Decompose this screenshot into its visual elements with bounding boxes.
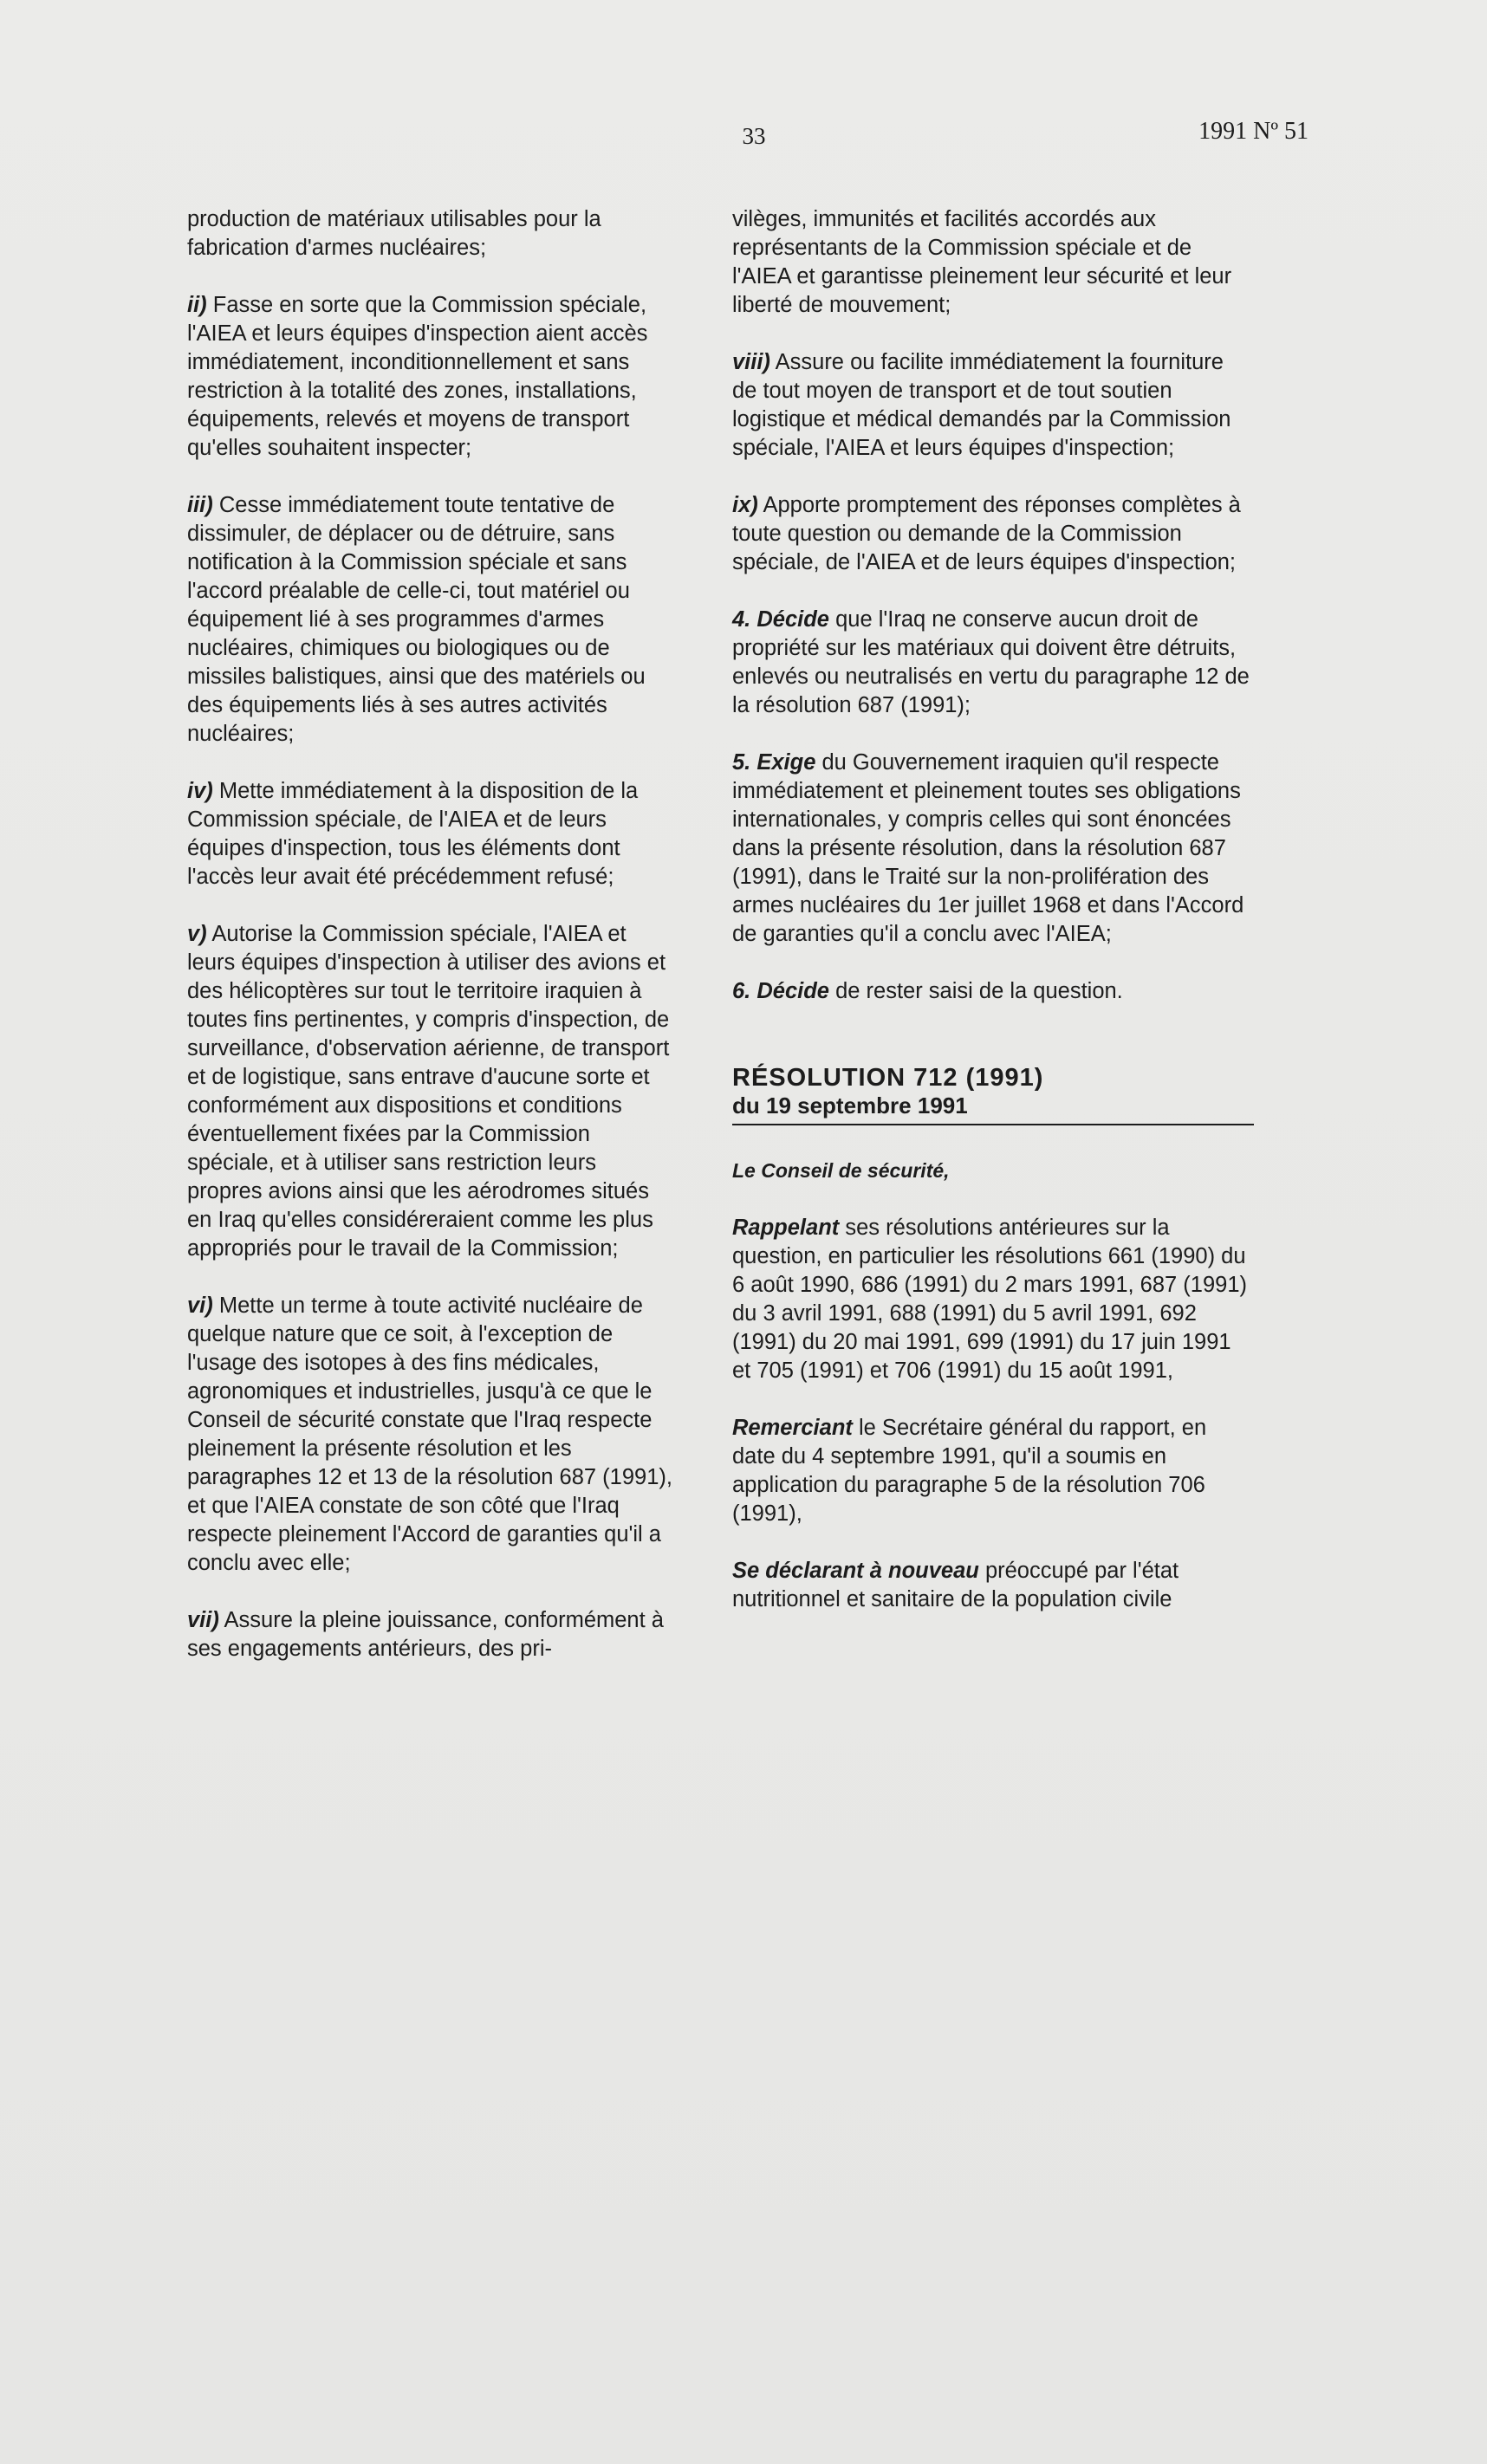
paragraph (187, 1292, 672, 1578)
paragraph-label: 4. Décide (732, 607, 829, 632)
paragraph (732, 1557, 1252, 1614)
paragraph-label: Se déclarant à nouveau (732, 1559, 979, 1583)
resolution-title: RÉSOLUTION 712 (1991) (732, 1064, 1044, 1092)
resolution-heading: Le Conseil de sécurité, (732, 1159, 950, 1182)
paragraph-text: de rester saisi de la question. (835, 979, 1123, 1003)
paragraph-text: Assure la pleine jouissance, conformément à ses engagements antérieurs, des pri- (187, 1608, 664, 1661)
paragraph-text: Mette immédiatement à la disposition de la Commission spéciale, de l'AIEA et de leurs équipes d'inspection, tous les éléments dont l'accès leur avait été précédemment refusé; (187, 779, 639, 889)
paragraph-text: le Secrétaire général du rapport, en date du 4 septembre 1991, qu'il a soumis en application du paragraphe 5 de la résolution 706 (1991), (732, 1416, 1207, 1526)
paragraph-label: v) (187, 922, 207, 946)
paragraph (732, 205, 1252, 320)
paragraph (187, 291, 672, 463)
page-number: 33 (742, 123, 766, 149)
paragraph-text: Autorise la Commission spéciale, l'AIEA et leurs équipes d'inspection à utiliser des avions et des hélicoptères sur tout le territoire iraquien à toutes fins pertinentes, y compris d'inspection, de surveillance, d'observation aérienne, de transport et de logistique, sans entrave d'aucune sorte et conformément aux dispositions et conditions éventuellement fixées par la Commission spéciale, et à utiliser sans restriction leurs propres avions ainsi que les aérodromes situés en Iraq qu'elles considéreraient comme les plus appropriés pour le travail de la Commission; (187, 922, 670, 1261)
paragraph (732, 348, 1252, 463)
paragraph (732, 1214, 1252, 1385)
paragraph-text: du Gouvernement iraquien qu'il respecte immédiatement et pleinement toutes ses obligations internationales, y compris celles qui sont énoncées dans la présente résolution, dans la résolution 687 (1991), dans le Traité sur la non-prolifération des armes nucléaires du 1er juillet 1968 et dans l'Accord de garanties qu'il a conclu avec l'AIEA; (732, 750, 1244, 946)
paragraph-text: Fasse en sorte que la Commission spéciale, l'AIEA et leurs équipes d'inspection aient accès immédiatement, inconditionnellement et sans restriction à la totalité des zones, installations, équipements, relevés et moyens de transport qu'elles souhaitent inspecter; (187, 293, 648, 460)
paragraph (187, 920, 672, 1263)
paragraph (187, 205, 672, 263)
paragraph-text: Assure ou facilite immédiatement la fourniture de tout moyen de transport et de tout soutien logistique et médical demandés par la Commission spéciale, l'AIEA et leurs équipes d'inspection; (732, 350, 1231, 460)
paragraph-text: Cesse immédiatement toute tentative de dissimuler, de déplacer ou de détruire, sans notification à la Commission spéciale et sans l'accord préalable de celle-ci, tout matériel ou équipement lié à ses programmes d'armes nucléaires, chimiques ou biologiques ou de missiles balistiques, ainsi que des matériels ou des équipements liés à ses autres activités nucléaires; (187, 493, 646, 746)
paragraph-label: viii) (732, 350, 770, 374)
paragraph (732, 491, 1252, 577)
document-reference: 1991 Nº 51 (1198, 118, 1308, 145)
right-column (732, 205, 1252, 1643)
paragraph-label: 6. Décide (732, 979, 829, 1003)
resolution-date: du 19 septembre 1991 (732, 1093, 1254, 1125)
paragraph-label: Remerciant (732, 1416, 853, 1440)
paragraph-label: ix) (732, 493, 758, 517)
paragraph-label: vii) (187, 1608, 219, 1632)
paragraph (732, 977, 1252, 1006)
left-column (187, 205, 672, 1692)
resolution-section (732, 1063, 1252, 1614)
paragraph-text: production de matériaux utilisables pour la fabrication d'armes nucléaires; (187, 207, 601, 260)
paragraph (732, 1414, 1252, 1528)
paragraph-text: vilèges, immunités et facilités accordés aux représentants de la Commission spéciale et de l'AIEA et garantisse pleinement leur sécurité et leur liberté de mouvement; (732, 207, 1232, 317)
paragraph-label: ii) (187, 293, 207, 317)
paragraph (732, 606, 1252, 720)
paragraph-text: préoccupé par l'état nutritionnel et sanitaire de la population civile (732, 1559, 1179, 1611)
paragraph-text: Mette un terme à toute activité nucléaire de quelque nature que ce soit, à l'exception de l'usage des isotopes à des fins médicales, agronomiques et industrielles, jusqu'à ce que le Conseil de sécurité constate que l'Iraq respecte pleinement la présente résolution et les paragraphes 12 et 13 de la résolution 687 (1991), et que l'AIEA constate de son côté que l'Iraq respecte pleinement l'Accord de garanties qu'il a conclu avec elle; (187, 1294, 672, 1575)
paragraph-label: 5. Exige (732, 750, 816, 775)
paragraph (187, 491, 672, 749)
paragraph (187, 777, 672, 892)
paragraph-label: Rappelant (732, 1216, 840, 1240)
paragraph-text: que l'Iraq ne conserve aucun droit de propriété sur les matériaux qui doivent être détruits, enlevés ou neutralisés en vertu du paragraphe 12 de la résolution 687 (1991); (732, 607, 1250, 717)
paragraph-label: iv) (187, 779, 213, 803)
paragraph (187, 1606, 672, 1663)
paragraph-text: ses résolutions antérieures sur la question, en particulier les résolutions 661 (1990) du 6 août 1990, 686 (1991) du 2 mars 1991, 687 (1991) du 3 avril 1991, 688 (1991) du 5 avril 1991, 692 (1991) du 20 mai 1991, 699 (1991) du 17 juin 1991 et 705 (1991) et 706 (1991) du 15 août 1991, (732, 1216, 1248, 1383)
paragraph-text: Apporte promptement des réponses complètes à toute question ou demande de la Commission spéciale, de l'AIEA et de leurs équipes d'inspection; (732, 493, 1241, 574)
paragraph (732, 749, 1252, 949)
paragraph-label: iii) (187, 493, 213, 517)
paragraph-label: vi) (187, 1294, 213, 1318)
